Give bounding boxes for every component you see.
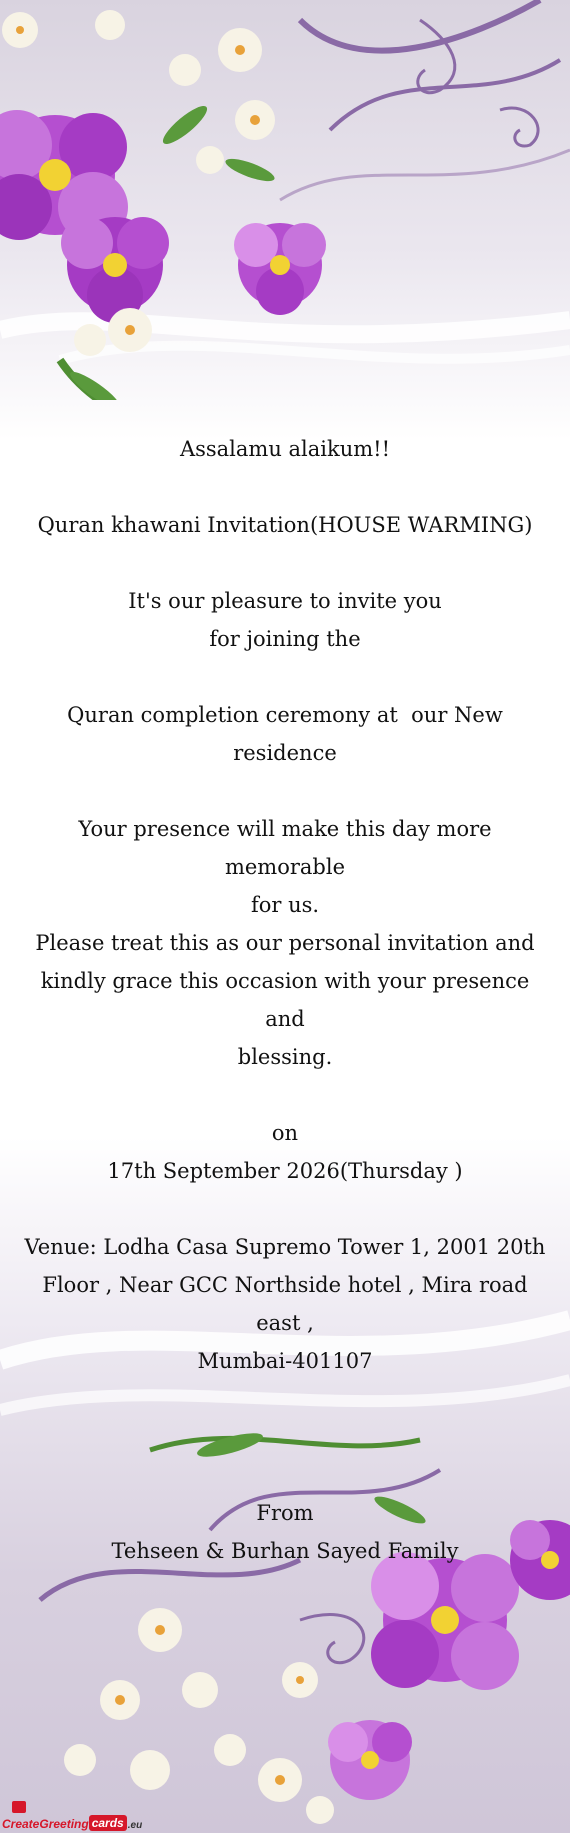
presence-line-2: for us. <box>250 893 320 917</box>
pleasure-line-1: It's our pleasure to invite you <box>128 589 442 613</box>
brand-watermark-link[interactable] <box>2 1803 142 1831</box>
brand-part-1: CreateGreeting <box>2 1817 89 1831</box>
event-date: 17th September 2026(Thursday ) <box>107 1159 463 1183</box>
treat-line-2: kindly grace this occasion with your presence and <box>40 969 536 1031</box>
pleasure-line-2: for joining the <box>209 627 361 651</box>
treat-line-3: blessing. <box>237 1045 333 1069</box>
host-name: Tehseen & Burhan Sayed Family <box>111 1539 459 1563</box>
treat-line-1: Please treat this as our personal invitation and <box>35 931 535 955</box>
invitation-title: Quran khawani Invitation(HOUSE WARMING) <box>37 513 533 537</box>
top-floral-decoration <box>0 0 570 400</box>
venue-line-3: Mumbai-401107 <box>197 1349 373 1373</box>
on-label: on <box>271 1121 299 1145</box>
from-label: From <box>256 1501 314 1525</box>
venue-line-2: Floor , Near GCC Northside hotel , Mira road east , <box>42 1273 535 1335</box>
presence-line-1: Your presence will make this day more memorable <box>78 817 499 879</box>
brand-part-2: cards <box>89 1815 127 1831</box>
brand-part-3: .eu <box>127 1820 143 1831</box>
venue-line-1: Venue: Lodha Casa Supremo Tower 1, 2001 20th <box>24 1235 546 1259</box>
greeting: Assalamu alaikum!! <box>179 437 391 461</box>
invitation-text <box>20 430 550 1570</box>
ceremony-line: Quran completion ceremony at our New residence <box>67 703 510 765</box>
